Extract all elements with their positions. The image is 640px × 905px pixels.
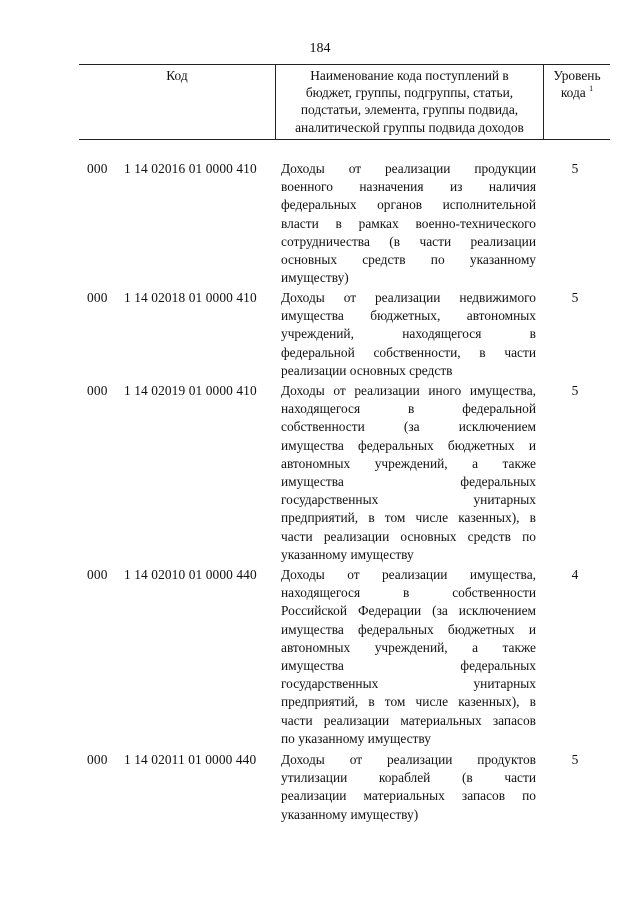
row-name-line: собственности (за исключением: [281, 419, 536, 435]
row-level: 5: [571, 752, 579, 767]
row-name-line: имущества бюджетных, автономных: [281, 308, 536, 324]
row-name-line: власти в рамках военно-технического: [281, 215, 536, 231]
row-code: 1 14 02011 01 0000 440: [124, 752, 257, 767]
row-name: [281, 160, 536, 287]
row-name-line: части реализации материальных запасов: [281, 712, 536, 728]
row-name: [281, 566, 536, 748]
header-name-line: бюджет, группы, подгруппы, статьи,: [305, 85, 514, 101]
row-code: 1 14 02016 01 0000 410: [124, 161, 257, 176]
row-name-line: автономных учреждений, а также: [281, 455, 536, 471]
row-code: 1 14 02019 01 0000 410: [124, 383, 257, 398]
row-name-line: Доходы от реализации имущества,: [281, 567, 536, 582]
page-number: 184: [309, 41, 331, 56]
row-name-line: Доходы от реализации продуктов: [281, 752, 536, 767]
row-level: 4: [571, 567, 579, 582]
row-name-line: государственных унитарных: [281, 676, 536, 692]
row-name-line: находящегося в собственности: [281, 585, 536, 601]
footnote-marker: 1: [589, 84, 594, 94]
row-name-line: предприятий, в том числе казенных), в: [281, 510, 536, 526]
row-level: 5: [571, 383, 579, 398]
header-level-word: кода: [560, 85, 586, 101]
row-name-line: находящегося в федеральной: [281, 401, 536, 417]
row-code-prefix: 000: [87, 161, 108, 176]
row-name-line: Доходы от реализации недвижимого: [281, 290, 536, 305]
row-name-line: имущества федеральных бюджетных и: [281, 437, 536, 453]
row-name-line: основных средств по указанному: [281, 251, 536, 267]
row-name-line: предприятий, в том числе казенных), в: [281, 694, 536, 710]
row-name: [281, 382, 536, 564]
row-name-line: военного назначения из наличия: [281, 179, 536, 195]
row-name-line: имущества федеральных: [281, 473, 536, 489]
row-name-line: государственных унитарных: [281, 492, 536, 508]
header-level-label: Уровень: [553, 68, 601, 83]
row-name-line: Доходы от реализации продукции: [281, 161, 536, 176]
row-name-line: указанному имуществу): [281, 806, 419, 822]
row-code: 1 14 02010 01 0000 440: [124, 567, 257, 582]
row-name-line: учреждений, находящегося в: [281, 326, 536, 342]
row-name-line: Доходы от реализации иного имущества,: [281, 383, 536, 398]
row-name-line: Российской Федерации (за исключением: [281, 603, 536, 619]
row-name-line: федеральных органов исполнительной: [281, 197, 536, 213]
row-name-line: реализации материальных запасов по: [281, 788, 536, 804]
row-code-prefix: 000: [87, 290, 108, 305]
row-name: [281, 751, 536, 824]
header-name-line: аналитической группы подвида доходов: [295, 119, 524, 135]
row-name-line: федеральной собственности, в части: [281, 344, 536, 360]
row-code: 1 14 02018 01 0000 410: [124, 290, 257, 305]
row-name-line: части реализации основных средств по: [281, 528, 536, 544]
header-name-line: Наименование кода поступлений в: [310, 68, 509, 83]
row-level: 5: [571, 290, 579, 305]
header-code-label: Код: [166, 68, 188, 83]
row-name-line: по указанному имуществу: [281, 730, 431, 746]
row-name-line: реализации основных средств: [281, 362, 453, 378]
header-name-line: подстатьи, элемента, группы подвида,: [300, 102, 519, 118]
row-level: 5: [571, 161, 579, 176]
row-name-line: указанному имуществу: [281, 546, 414, 562]
row-name: [281, 289, 536, 380]
row-name-line: автономных учреждений, а также: [281, 639, 536, 655]
row-code-prefix: 000: [87, 752, 108, 767]
row-name-line: утилизации кораблей (в части: [281, 770, 536, 786]
row-name-line: сотрудничества (в части реализации: [281, 233, 536, 249]
row-code-prefix: 000: [87, 383, 108, 398]
row-name-line: имущества федеральных: [281, 657, 536, 673]
row-code-prefix: 000: [87, 567, 108, 582]
row-name-line: имуществу): [281, 270, 349, 286]
row-name-line: имущества федеральных бюджетных и: [281, 621, 536, 637]
